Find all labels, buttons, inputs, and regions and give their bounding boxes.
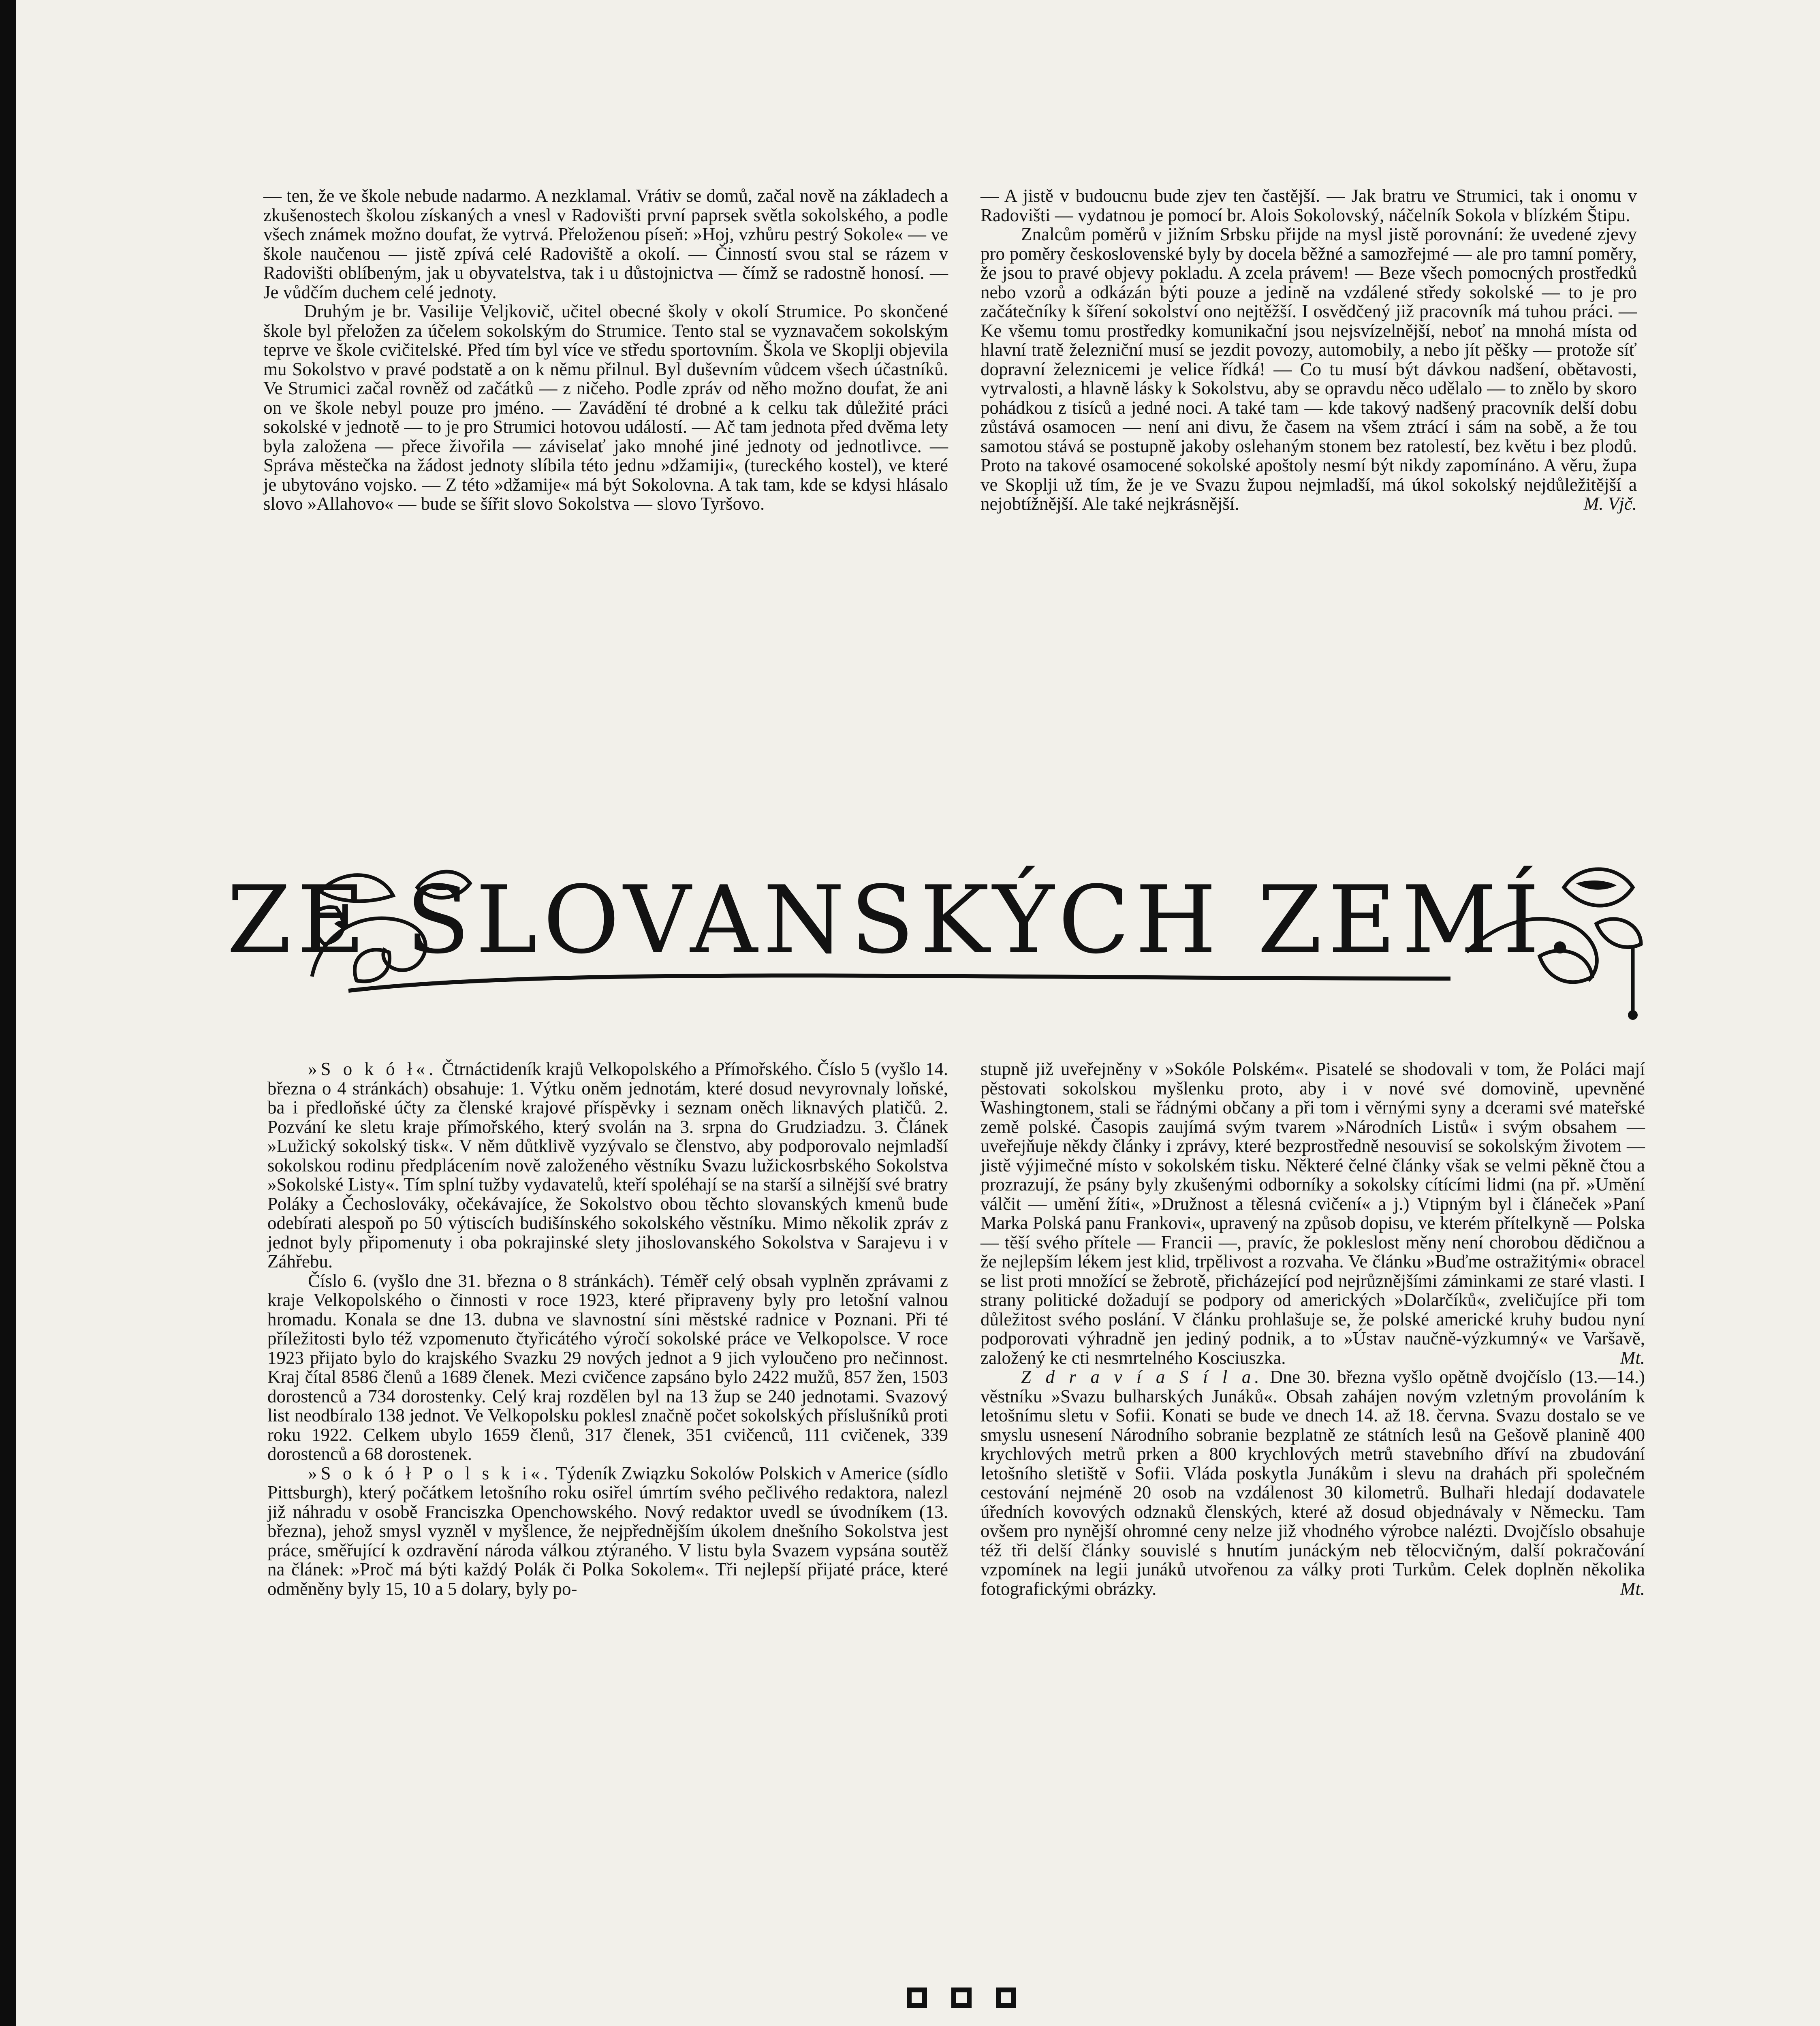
paragraph: Z d r a v í a S í l a. Dne 30. března vyšlo opětně dvojčíslo (13.—14.) věstníku »Svazu bulharských Junáků«. Obsah zahájen novým vzletným provoláním k letošnímu sletu v Sofii. Konati se bude ve dnech 14. až 18. června. Svazu dostalo se ve smyslu usnesení Národního sobranie bezplatně ze státních lesů na Gešově planině 400 krychlových metrů prken a 800 krychlových metrů stavebního dříví na zbudování letošního sletiště v Sofii. Vláda poskytla Junákům i slevu na drahách při společném cestování nejméně 20 osob na vzdálenost 30 kilometrů. Bulhaři hledají dodavatele úředních kovových odznaků členských, které až dosud objednávaly v Německu. Tam ovšem pro nynější ohromné ceny nelze již vhodného výrobce nalézti. Dvojčíslo obsahuje též tři delší články souvislé s hnutím junáckým neb tělocvičným, další pokračování vzpomínek na legii junáků utvořenou za války proti Turkům. Celek doplněn několika fotografickými obrázky. Mt. (980, 1367, 1645, 1599)
top-right-column (980, 186, 1637, 514)
paragraph: — ten, že ve škole nebude nadarmo. A nezklamal. Vrátiv se domů, začal nově na základech a zkušenostech školou získaných a vnesl v Radovišti první paprsek světla sokolského, a podle všech známek možno doufat, že vytrvá. Přeloženou píseň: »Hoj, vzhůru pestrý Sokole« — ve škole naučenou — jistě zpívá celé Radoviště a okolí. — Činností svou stal se rázem v Radovišti oblíbeným, jak u obyvatelstva, tak i u důstojnictva — čímž se radostně honosí. — Je vůdčím duchem celé jednoty. (263, 186, 948, 302)
author-signature: Mt. (1620, 1578, 1645, 1599)
paragraph: stupně již uveřejněny v »Sokóle Polském«. Pisatelé se shodovali v tom, že Poláci mají pěstovati sokolskou myšlenku proto, aby i v nové své domovině, upevněné Washingtonem, stali se řádnými občany a při tom i věrnými syny a dcerami své mateřské země polské. Časopis zaujímá svým tvarem »Národních Listů« i svým obsahem — uveřejňuje někdy články i zprávy, které bezprostředně nesouvisí se sokolským životem — jistě výjimečné místo v sokolském tisku. Některé čelné články však se velmi pěkně čtou a prozrazují, že psány byly zkušenými odborníky a sokolsky cítícími lidmi (na př. »Umění válčit — umění žíti«, »Družnost a tělesná cvičení« a j.) Vtipným byl i článeček »Paní Marka Polská panu Frankovi«, upravený na způsob dopisu, ve kterém přítelkyně — Polska — těší svého přítele — Francii —, pravíc, že pokleslost měny není chorobou dědičnou a že nejlepším lékem jest klid, trpělivost a rozvaha. Ve článku »Buďme ostražitými« obracel se list proti množící se žebrotě, přicházející pod nejrůznějšími záminkami ze staré vlasti. I strany politické dožadují se podpory od amerických »Dolarčíků«, zveličujíce při tom důležitost svého poslání. V článku prohlašuje se, že polské americké kruhy budou nyní podporovati výhradně jen jediný podnik, a to »Ústav naučně-výzkumný« ve Varšavě, založený ke cti nesmrtelného Kosciuszka. Mt. (980, 1059, 1645, 1368)
square-icon (951, 1988, 972, 2008)
square-icon (907, 1988, 927, 2008)
paragraph: — A jistě v budoucnu bude zjev ten častější. — Jak bratru ve Strumici, tak i onomu v Radovišti — vydatnou je pomocí br. Alois Sokolovský, náčelník Sokola v blízkém Štipu. (980, 186, 1637, 225)
author-signature: M. Vjč. (1583, 494, 1637, 514)
bottom-left-column (267, 1060, 948, 1599)
paragraph: Znalcům poměrů v jižním Srbsku přijde na mysl jistě porovnání: že uvedené zjevy pro poměry československé byly by docela běžné a samozřejmé — ale pro tamní poměry, že jsou to pravé objevy pokladu. A zcela právem! — Beze všech pomocných prostředků nebo vzorů a odkázán býti pouze a jedině na vzdálené středy sokolské — to je pro začátečníky k šíření sokolství ono nejtěžší. I osvědčený již pracovník má tuhou práci. — Ke všemu tomu prostředky komunikační jsou nejsvízelnější, neboť na mnohá místa od hlavní tratě železniční musí se jezdit povozy, automobily, a nebo jít pěšky — protože síť dopravní železnicemi je velice řídká! — Co tu musí být dávkou nadšení, obětavosti, vytrvalosti, a hlavně lásky k Sokolstvu, aby se opravdu něco udělalo — to znělo by skoro pohádkou z tisíců a jedné noci. A také tam — kde takový nadšený pracovník delší dobu zůstává osamocen — není ani divu, že časem na všem ztrácí i sám na sobě, a že tou samotou stává se postupně jakoby oslehaným stonem bez ratolestí, bez květu i bez plodů. Proto na takové osamocené sokolské apoštoly nesmí být nikdy zapomínáno. A věru, župa ve Skoplji už tím, že je ve Svazu župou nejmladší, má úkol sokolský nejdůležitější a nejobtížnější. Ale také nejkrásnější. M. Vjč. (980, 224, 1637, 514)
paragraph: »S o k ó ł P o l s k i«. Týdeník Związku Sokolów Polskich v Americe (sídlo Pittsburgh), který počátkem letošního roku osiřel úmrtím svého pečlivého redaktora, nalezl již náhradu v osobě Franciszka Openchowského. Nový redaktor uvedl se úvodníkem (13. března), jehož smysl vyzněl v myšlence, že nejpřednějším úkolem dnešního Sokolstva jest práce, směřující k ozdravění národa válkou ztýraného. V listu byla Svazem vypsána soutěž na článek: »Proč má býti každý Polák či Polka Sokolem«. Tři nejlepší přijaté práce, které odměněny byly 15, 10 a 5 dolary, byly po- (267, 1463, 948, 1599)
paragraph: Číslo 6. (vyšlo dne 31. března o 8 stránkách). Téměř celý obsah vyplněn zprávami z kraje Velkopolského o činnosti v roce 1923, které připraveny byly pro letošní valnou hromadu. Konala se dne 13. dubna ve slavnostní síni městské radnice v Poznani. Při té příležitosti bylo též vzpomenuto čtyřicátého výročí sokolské práce ve Velkopolsce. V roce 1923 přijato bylo do krajského Svazku 29 nových jednot a 9 jich vyloučeno pro nečinnost. Kraj čítal 8586 členů a 1689 členek. Mezi cvičence zapsáno bylo 2422 mužů, 857 žen, 1503 dorostenců a 734 dorostenky. Celý kraj rozdělen byl na 13 žup se 240 jednotami. Svazový list neodbíralo 138 jednot. Ve Velkopolsku poklesl značně počet sokolských příslušníků proti roku 1922. Celkem ubylo 1659 členů, 317 členek, 351 cvičenců, 111 cvičenek, 339 dorostenců a 68 dorostenek. (267, 1270, 948, 1464)
bottom-right-column (980, 1060, 1645, 1599)
paragraph: »S o k ó ł«. Čtrnáctideník krajů Velkopolského a Přímořského. Číslo 5 (vyšlo 14. března o 4 stránkách) obsahuje: 1. Výtku oněm jednotám, které dosud nevyrovnaly loňské, ba i předloňské účty za členské krajové příspěvky i seznam oněch liknavých platičů. 2. Pozvání ke sletu kraje přímořského, který svolán na 3. srpna do Grudziadzu. 3. Článek »Lužický sokolský tisk«. V něm důtklivě vyzývalo se členstvo, aby podporovalo nejmladší sokolskou rodinu předplácením nově založeného věstníku Svazu lužickosrbského Sokolstva »Sokolské Listy«. Tím splní tužby vydavatelů, kteří spoléhají se na starší a silnější své bratry Poláky a Čechoslováky, očekávajíce, že Sokolstvo obou těchto slovanských kmenů bude odebírati alespoň po 50 výtiscích budišínského sokolského věstníku. Mimo několik zpráv z jednot byly připomenuty i oba pokrajinské slety jihoslovanského Sokolstva v Sarajevu i v Záhřebu. (267, 1059, 948, 1272)
square-icon (996, 1988, 1016, 2008)
section-title: ZE SLOVANSKÝCH ZEMÍ. (226, 866, 1581, 975)
top-left-column (263, 186, 948, 514)
paragraph: Druhým je br. Vasilije Veljkovič, učitel obecné školy v okolí Strumice. Po skončené škole byl přeložen za účelem sokolským do Strumice. Tento stal se vyznavačem sokolským teprve ve škole cvičitelské. Před tím byl více ve středu sportovním. Škola ve Skoplji objevila mu Sokolstvo v pravé podstatě a on k němu přilnul. Byl duševním vůdcem všech účastníků. Ve Strumici začal rovněž od začátků — z ničeho. Podle zpráv od něho možno doufat, že ani on ve škole nebyl pouze pro jméno. — Zavádění té drobné a k celku tak důležité práci sokolské v jednotě — to je pro Strumici hotovou událostí. — Ač tam jednota před dvěma lety byla založena — přece živořila — záviselať jako mnohé jiné jednoty od jednotlivce. — Správa městečka na žádost jednoty slíbila této jednu »džamiji«, (tureckého kostel), ve které je ubytováno vojsko. — Z této »džamije« má být Sokolovna. A tak tam, kde se kdysi hlásalo slovo »Allahovo« — bude se šířit slovo Sokolstva — slovo Tyršovo. (263, 301, 948, 514)
author-signature: Mt. (1620, 1347, 1645, 1368)
section-divider (907, 1988, 1028, 2016)
section-heading (226, 845, 1581, 1007)
